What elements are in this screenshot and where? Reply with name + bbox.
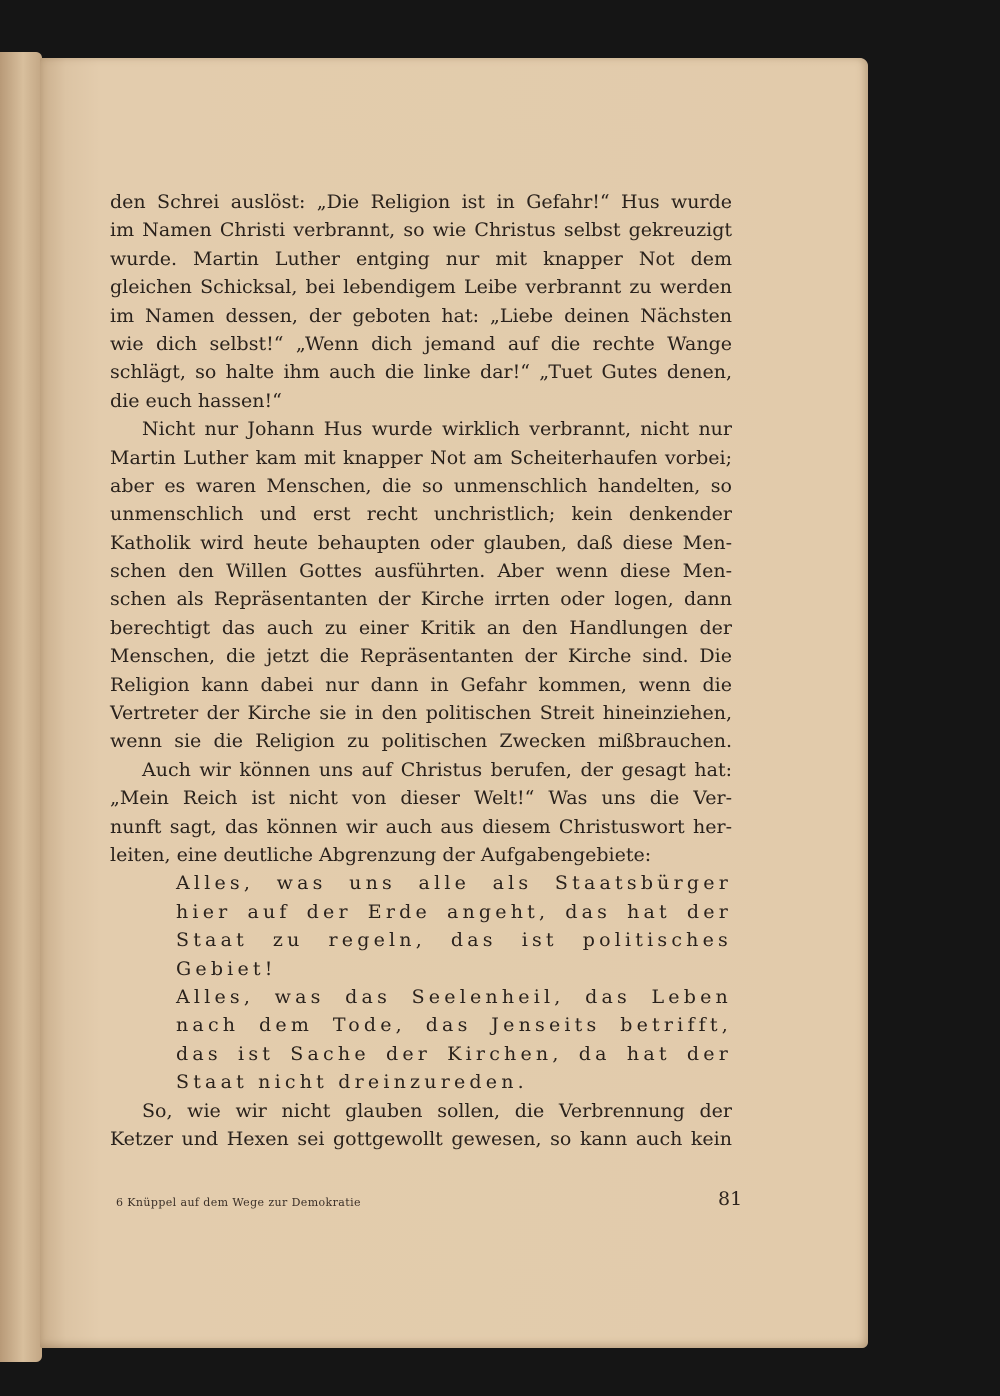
text-line: wenn sie die Religion zu politischen Zwecken mißbrauchen. <box>110 730 732 753</box>
signature-line: 6 Knüppel auf dem Wege zur Demokratie <box>116 1196 361 1209</box>
text-line: Vertreter der Kirche sie in den politischen Streit hineinziehen, <box>110 702 732 725</box>
spaced-text-line: das ist Sache der Kirchen, da hat der <box>176 1042 732 1065</box>
text-line: Martin Luther kam mit knapper Not am Scheiterhaufen vorbei; <box>110 446 732 469</box>
spaced-text-line: Alles, was uns alle als Staatsbürger <box>176 872 732 895</box>
text-line: Auch wir können uns auf Christus berufen, der gesagt hat: <box>142 758 732 781</box>
spaced-text-line: Alles, was das Seelenheil, das Leben <box>176 985 732 1008</box>
text-line: leiten, eine deutliche Abgrenzung der Aufgabengebiete: <box>110 843 652 866</box>
previous-page-edge <box>0 52 42 1362</box>
text-line: Menschen, die jetzt die Repräsentanten der Kirche sind. Die <box>110 645 732 668</box>
text-line: Religion kann dabei nur dann in Gefahr kommen, wenn die <box>110 673 732 696</box>
text-line: Katholik wird heute behaupten oder glauben, daß diese Men- <box>110 531 732 554</box>
text-line: Nicht nur Johann Hus wurde wirklich verbrannt, nicht nur <box>142 418 732 441</box>
text-line: wurde. Martin Luther entging nur mit knapper Not dem <box>110 247 732 270</box>
text-line: die euch hassen!“ <box>110 389 282 412</box>
text-line: gleichen Schicksal, bei lebendigem Leibe verbrannt zu werden <box>110 276 732 299</box>
spaced-text-line: Staat nicht dreinzureden. <box>176 1071 528 1094</box>
spaced-text-line: nach dem Tode, das Jenseits betrifft, <box>176 1014 732 1037</box>
text-line: wie dich selbst!“ „Wenn dich jemand auf die rechte Wange <box>110 332 732 355</box>
text-line: „Mein Reich ist nicht von dieser Welt!“ Was uns die Ver- <box>110 787 732 810</box>
text-line: So, wie wir nicht glauben sollen, die Verbrennung der <box>142 1099 732 1122</box>
text-line: unmenschlich und erst recht unchristlich; kein denkender <box>110 503 732 526</box>
text-line: im Namen dessen, der geboten hat: „Liebe deinen Nächsten <box>110 304 732 327</box>
text-line: schlägt, so halte ihm auch die linke dar!“ „Tuet Gutes denen, <box>110 361 732 384</box>
text-line: berechtigt das auch zu einer Kritik an den Handlungen der <box>110 616 732 639</box>
text-line: Ketzer und Hexen sei gottgewollt gewesen, so kann auch kein <box>110 1127 732 1150</box>
book-page <box>40 58 868 1348</box>
text-line: im Namen Christi verbrannt, so wie Christus selbst gekreuzigt <box>110 219 732 242</box>
text-line: den Schrei auslöst: „Die Religion ist in Gefahr!“ Hus wurde <box>110 191 732 213</box>
spaced-text-line: Staat zu regeln, das ist politisches <box>176 929 732 952</box>
page-number: 81 <box>718 1188 743 1210</box>
text-line: schen als Repräsentanten der Kirche irrten oder logen, dann <box>110 588 732 611</box>
spaced-text-line: hier auf der Erde angeht, das hat der <box>176 900 732 923</box>
text-line: nunft sagt, das können wir auch aus diesem Christuswort her- <box>110 815 732 838</box>
spaced-text-line: Gebiet! <box>176 957 277 980</box>
body-text <box>110 188 732 1153</box>
text-line: schen den Willen Gottes ausführten. Aber wenn diese Men- <box>110 560 732 583</box>
text-line: aber es waren Menschen, die so unmenschlich handelten, so <box>110 474 732 497</box>
